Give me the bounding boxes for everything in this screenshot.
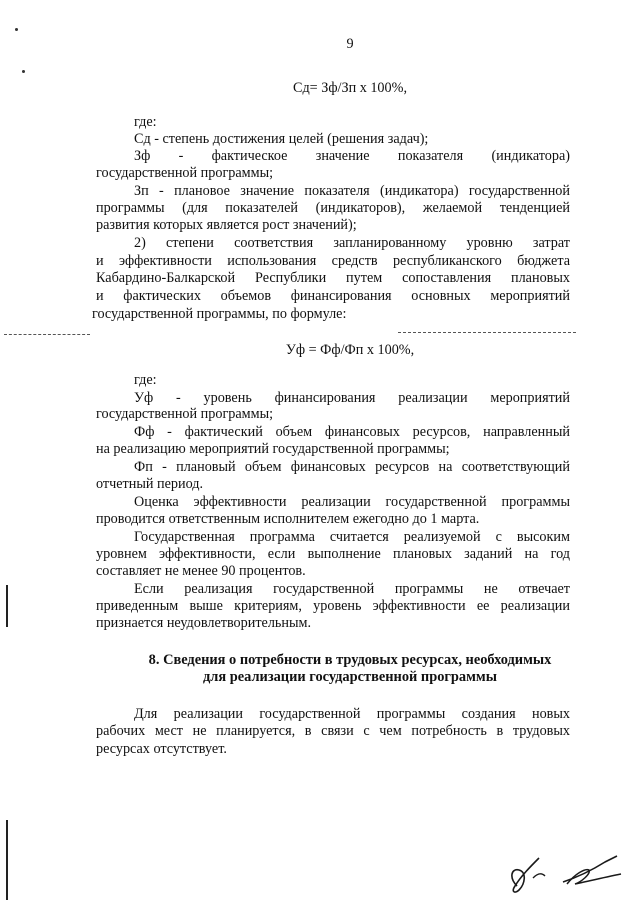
high-efficiency-line: уровнем эффективности, если выполнение плановых заданий на год: [96, 546, 570, 562]
definition-uf-line: Уф - уровень финансирования реализации мероприятий: [134, 390, 570, 406]
definition-fp-line: Фп - плановый объем финансовых ресурсов на соответствующий: [134, 459, 570, 475]
item-2-line: и эффективности использования средств республиканского бюджета: [96, 253, 570, 269]
item-2-line: государственной программы, по формуле:: [92, 306, 347, 322]
section-8-text-line: Для реализации государственной программы создания новых: [134, 706, 570, 722]
scan-dot: [22, 70, 25, 73]
assessment-line: проводится ответственным исполнителем ежегодно до 1 марта.: [96, 511, 480, 527]
section-8-text-line: ресурсах отсутствует.: [96, 741, 227, 757]
scan-left-edge-mark: [6, 820, 8, 900]
high-efficiency-line: составляет не менее 90 процентов.: [96, 563, 306, 579]
definition-ff-line: на реализацию мероприятий государственной программы;: [96, 441, 450, 457]
scan-dash-line: [398, 332, 576, 333]
formula-achievement: Сд= Зф/Зп х 100%,: [292, 80, 407, 96]
definition-sd: Сд - степень достижения целей (решения задач);: [134, 131, 429, 147]
definition-fp-line: отчетный период.: [96, 476, 204, 492]
where-label: где:: [134, 114, 157, 130]
page-number: 9: [346, 36, 354, 52]
section-8-heading-line: для реализации государственной программы: [203, 669, 497, 685]
item-2-line: Кабардино-Балкарской Республики путем сопоставления плановых: [96, 270, 570, 286]
definition-zp-line: программы (для показателей (индикаторов), желаемой тенденцией: [96, 200, 570, 216]
section-8-text-line: рабочих мест не планируется, в связи с чем потребность в трудовых: [96, 723, 570, 739]
assessment-line: Оценка эффективности реализации государственной программы: [134, 494, 570, 510]
scan-dash-line: [4, 334, 90, 335]
definition-zf-line: Зф - фактическое значение показателя (индикатора): [134, 148, 570, 164]
formula-financing: Уф = Фф/Фп х 100%,: [285, 342, 415, 358]
high-efficiency-line: Государственная программа считается реализуемой с высоким: [134, 529, 570, 545]
definition-uf-line: государственной программы;: [96, 406, 274, 422]
definition-zp-line: развития которых является рост значений);: [96, 217, 357, 233]
scan-dot: [15, 28, 18, 31]
definition-zp-line: Зп - плановое значение показателя (индикатора) государственной: [134, 183, 570, 199]
item-2-line: и фактических объемов финансирования основных мероприятий: [96, 288, 570, 304]
definition-ff-line: Фф - фактический объем финансовых ресурсов, направленный: [134, 424, 570, 440]
unsatisfactory-line: признается неудовлетворительным.: [96, 615, 312, 631]
where-label: где:: [134, 372, 157, 388]
unsatisfactory-line: Если реализация государственной программы не отвечает: [134, 581, 570, 597]
handwritten-signature: [505, 848, 625, 898]
item-2-line: 2) степени соответствия запланированному уровню затрат: [134, 235, 570, 251]
unsatisfactory-line: приведенным выше критериям, уровень эффективности ее реализации: [96, 598, 570, 614]
section-8-heading-line: 8. Сведения о потребности в трудовых ресурсах, необходимых: [148, 652, 552, 668]
definition-zf-line: государственной программы;: [96, 165, 274, 181]
scan-left-edge-mark: [6, 585, 8, 627]
